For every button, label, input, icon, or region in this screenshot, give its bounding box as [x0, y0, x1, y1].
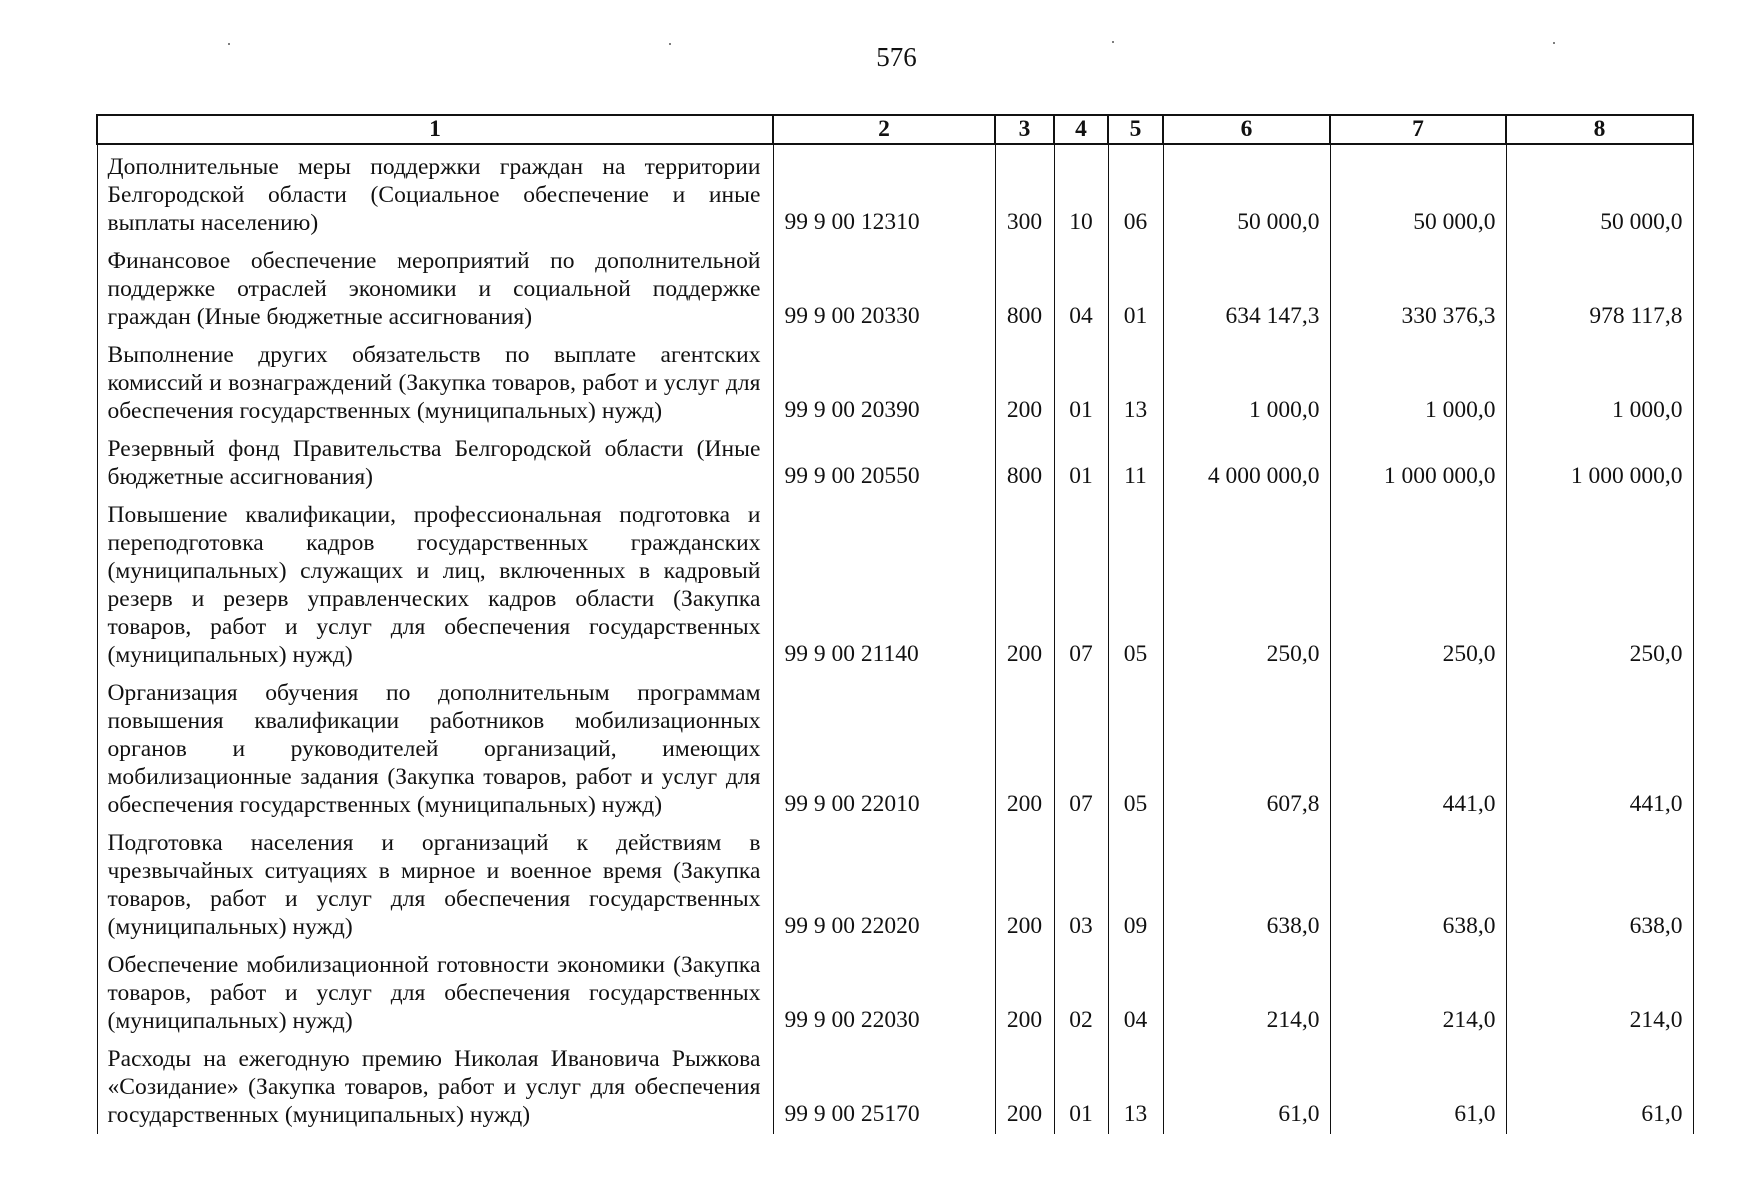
table-row	[97, 674, 1693, 824]
table-row	[97, 824, 1693, 946]
amount-col-7: 1 000,0	[1330, 336, 1506, 430]
table-row	[97, 336, 1693, 430]
section-code: 02	[1054, 946, 1108, 1040]
table-row	[97, 1040, 1693, 1134]
section-code: 07	[1054, 496, 1108, 674]
amount-col-7: 1 000 000,0	[1330, 430, 1506, 496]
amount-col-7: 50 000,0	[1330, 144, 1506, 242]
expense-type-code: 200	[995, 946, 1054, 1040]
target-code: 99 9 00 20390	[773, 336, 995, 430]
expense-type-code: 200	[995, 674, 1054, 824]
subsection-code: 13	[1108, 336, 1163, 430]
subsection-code: 13	[1108, 1040, 1163, 1134]
amount-col-6: 214,0	[1163, 946, 1330, 1040]
table-row	[97, 144, 1693, 242]
subsection-code: 01	[1108, 242, 1163, 336]
target-code: 99 9 00 22020	[773, 824, 995, 946]
subsection-code: 04	[1108, 946, 1163, 1040]
budget-table	[96, 114, 1694, 1134]
amount-col-8: 250,0	[1506, 496, 1693, 674]
scan-speck	[1112, 41, 1114, 43]
expense-type-code: 200	[995, 336, 1054, 430]
amount-col-6: 50 000,0	[1163, 144, 1330, 242]
section-code: 10	[1054, 144, 1108, 242]
subsection-code: 05	[1108, 496, 1163, 674]
table-row	[97, 496, 1693, 674]
target-code: 99 9 00 12310	[773, 144, 995, 242]
expense-name: Расходы на ежегодную премию Николая Ивановича Рыжкова «Созидание» (Закупка товаров, работ и услуг для обеспечения государственных (муниципальных) нужд)	[97, 1040, 773, 1134]
amount-col-7: 330 376,3	[1330, 242, 1506, 336]
subsection-code: 09	[1108, 824, 1163, 946]
expense-type-code: 200	[995, 496, 1054, 674]
section-code: 01	[1054, 430, 1108, 496]
amount-col-6: 4 000 000,0	[1163, 430, 1330, 496]
expense-type-code: 200	[995, 1040, 1054, 1134]
amount-col-8: 978 117,8	[1506, 242, 1693, 336]
header-col-3: 3	[995, 115, 1054, 144]
expense-type-code: 800	[995, 430, 1054, 496]
header-col-2: 2	[773, 115, 995, 144]
target-code: 99 9 00 22010	[773, 674, 995, 824]
amount-col-8: 638,0	[1506, 824, 1693, 946]
expense-name: Выполнение других обязательств по выплате агентских комиссий и вознаграждений (Закупка товаров, работ и услуг для обеспечения государственных (муниципальных) нужд)	[97, 336, 773, 430]
amount-col-6: 607,8	[1163, 674, 1330, 824]
amount-col-8: 1 000 000,0	[1506, 430, 1693, 496]
header-col-6: 6	[1163, 115, 1330, 144]
target-code: 99 9 00 20330	[773, 242, 995, 336]
amount-col-7: 214,0	[1330, 946, 1506, 1040]
amount-col-6: 638,0	[1163, 824, 1330, 946]
expense-name: Организация обучения по дополнительным программам повышения квалификации работников мобилизационных органов и руководителей организаций, имеющих мобилизационные задания (Закупка товаров, работ и услуг для обеспечения государственных (муниципальных) нужд)	[97, 674, 773, 824]
expense-name: Повышение квалификации, профессиональная подготовка и переподготовка кадров государственных гражданских (муниципальных) служащих и лиц, включенных в кадровый резерв и резерв управленческих кадров области (Закупка товаров, работ и услуг для обеспечения государственных (муниципальных) нужд)	[97, 496, 773, 674]
page-number: 576	[876, 42, 917, 72]
scan-speck	[228, 43, 230, 45]
expense-type-code: 200	[995, 824, 1054, 946]
header-col-7: 7	[1330, 115, 1506, 144]
target-code: 99 9 00 22030	[773, 946, 995, 1040]
target-code: 99 9 00 21140	[773, 496, 995, 674]
section-code: 07	[1054, 674, 1108, 824]
table-row	[97, 242, 1693, 336]
subsection-code: 11	[1108, 430, 1163, 496]
table-row	[97, 946, 1693, 1040]
amount-col-7: 441,0	[1330, 674, 1506, 824]
amount-col-8: 50 000,0	[1506, 144, 1693, 242]
target-code: 99 9 00 25170	[773, 1040, 995, 1134]
amount-col-7: 638,0	[1330, 824, 1506, 946]
amount-col-8: 1 000,0	[1506, 336, 1693, 430]
header-col-4: 4	[1054, 115, 1108, 144]
amount-col-7: 61,0	[1330, 1040, 1506, 1134]
amount-col-8: 441,0	[1506, 674, 1693, 824]
section-code: 01	[1054, 336, 1108, 430]
expense-name: Дополнительные меры поддержки граждан на территории Белгородской области (Социальное обеспечение и иные выплаты населению)	[97, 144, 773, 242]
header-col-8: 8	[1506, 115, 1693, 144]
amount-col-6: 1 000,0	[1163, 336, 1330, 430]
header-col-5: 5	[1108, 115, 1163, 144]
expense-type-code: 300	[995, 144, 1054, 242]
amount-col-7: 250,0	[1330, 496, 1506, 674]
table-row	[97, 430, 1693, 496]
subsection-code: 06	[1108, 144, 1163, 242]
header-col-1: 1	[97, 115, 773, 144]
expense-type-code: 800	[995, 242, 1054, 336]
amount-col-6: 61,0	[1163, 1040, 1330, 1134]
expense-name: Обеспечение мобилизационной готовности экономики (Закупка товаров, работ и услуг для обеспечения государственных (муниципальных) нужд)	[97, 946, 773, 1040]
scan-speck	[669, 43, 671, 45]
section-code: 01	[1054, 1040, 1108, 1134]
section-code: 04	[1054, 242, 1108, 336]
subsection-code: 05	[1108, 674, 1163, 824]
target-code: 99 9 00 20550	[773, 430, 995, 496]
expense-name: Финансовое обеспечение мероприятий по дополнительной поддержке отраслей экономики и социальной поддержке граждан (Иные бюджетные ассигнования)	[97, 242, 773, 336]
amount-col-8: 61,0	[1506, 1040, 1693, 1134]
amount-col-8: 214,0	[1506, 946, 1693, 1040]
expense-name: Резервный фонд Правительства Белгородской области (Иные бюджетные ассигнования)	[97, 430, 773, 496]
section-code: 03	[1054, 824, 1108, 946]
expense-name: Подготовка населения и организаций к действиям в чрезвычайных ситуациях в мирное и военное время (Закупка товаров, работ и услуг для обеспечения государственных (муниципальных) нужд)	[97, 824, 773, 946]
amount-col-6: 250,0	[1163, 496, 1330, 674]
table-header-row	[97, 115, 1693, 144]
amount-col-6: 634 147,3	[1163, 242, 1330, 336]
scan-speck	[1553, 42, 1555, 44]
